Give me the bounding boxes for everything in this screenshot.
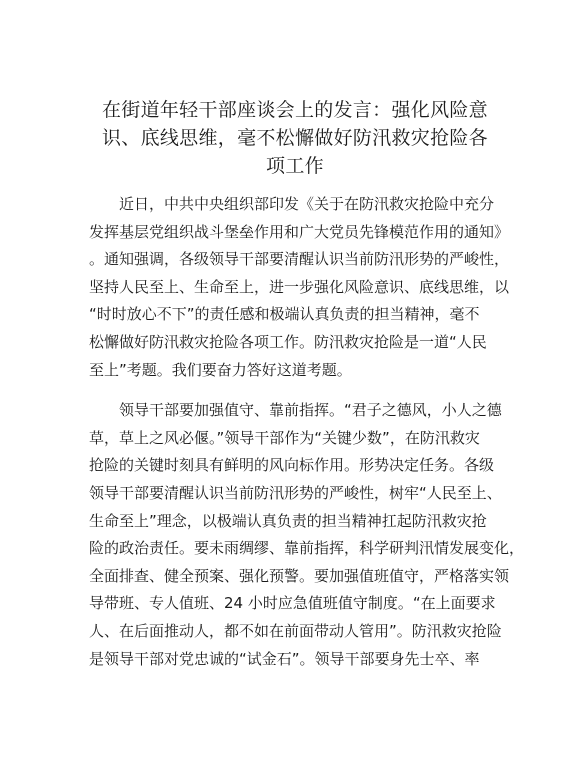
text-line: 导带班、专人值班、24 小时应急值班值守制度。“在上面要求 [89,594,496,613]
text-line: 近日，中共中央组织部印发《关于在防汛救灾抢险中充分 [119,195,495,213]
paragraph-gap [89,384,509,397]
text-line: 坚持人民至上、生命至上，进一步强化风险意识、底线思维，以 [89,277,510,296]
title-line: 在街道年轻干部座谈会上的发言：强化风险意 [101,99,488,121]
text-line: 领导干部要清醒认识当前防汛形势的严峻性，树牢“人民至上、 [89,483,502,502]
paragraph [89,397,525,673]
text-line: 松懈做好防汛救灾抢险各项工作。防汛救灾抢险是一道“人民 [89,332,487,351]
text-line: 全面排查、健全预案、强化预警。要加强值班值守，严格落实领 [89,566,510,585]
text-line: 险的政治责任。要未雨绸缪、靠前指挥，科学研判汛情发展变化， [89,539,525,558]
text-line: 人、在后面推动人，都不如在前面带动人管用”。防汛救灾抢险 [89,621,502,640]
text-line: 领导干部要加强值守、靠前指挥。“君子之德风，小人之德 [119,401,502,420]
title-line: 识、底线思维，毫不松懈做好防汛救灾抢险各 [101,127,488,149]
text-line: 抢险的关键时刻具有鲜明的风向标作用。形势决定任务。各级 [89,456,495,475]
document-body [89,191,525,673]
text-line: 草，草上之风必偃。”领导干部作为“关键少数”，在防汛救灾 [89,428,480,447]
text-line: 。通知强调，各级领导干部要清醒认识当前防汛形势的严峻性， [89,250,510,269]
text-line: “时时放心不下”的责任感和极端认真负责的担当精神，毫不 [89,305,480,324]
paragraph [89,191,509,384]
text-line: 发挥基层党组织战斗堡垒作用和广大党员先锋模范作用的通知》 [89,222,510,241]
title-line: 项工作 [266,155,324,177]
document-title [80,96,510,180]
text-line: 是领导干部对党忠诚的“试金石”。领导干部要身先士卒、率 [89,649,480,668]
text-line: 生命至上”理念，以极端认真负责的担当精神扛起防汛救灾抢 [89,511,487,530]
text-line: 至上”考题。我们要奋力答好这道考题。 [89,360,352,379]
